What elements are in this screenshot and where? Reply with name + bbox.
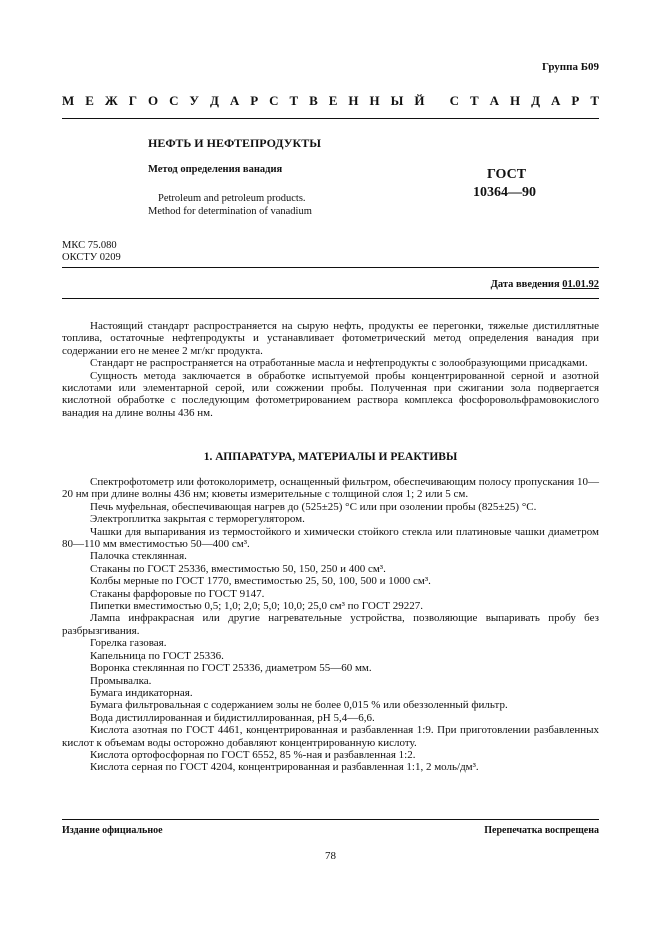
heading-letter: Н [510,93,521,108]
document-title: НЕФТЬ И НЕФТЕПРОДУКТЫ [148,136,321,150]
list-item: Палочка стеклянная. [90,550,187,563]
heading-letter: Т [470,93,479,108]
heading-letter: Т [590,93,599,108]
list-item: Кислота азотная по ГОСТ 4461, концентрированная и разбавленная 1:9. При приготовлении разбавленных кислот к объемам воды осторожно добавляют концентрированную кислоту. [62,724,599,749]
heading-letter: Д [531,93,541,108]
english-title-line-2: Method for determination of vanadium [148,206,312,217]
okstu-code: ОКСТУ 0209 [62,252,121,263]
list-item: Воронка стеклянная по ГОСТ 25336, диаметром 55—60 мм. [90,662,372,675]
list-item: Кислота ортофосфорная по ГОСТ 6552, 85 %-ная и разбавленная 1:2. [90,748,416,761]
heading-letter: С [169,93,179,108]
reprint-note: Перепечатка воспрещена [484,825,599,836]
mks-code: МКС 75.080 [62,240,117,251]
heading-letter: О [147,93,159,108]
list-item: Лампа инфракрасная или другие нагревательные устройства, позволяющие выпаривать пробу без разбрызгивания. [62,612,599,637]
list-item: Капельница по ГОСТ 25336. [90,649,224,662]
heading-letter: М [62,93,75,108]
list-item: Чашки для выпаривания из термостойкого и химически стойкого стекла или платиновые чашки диаметром 80—110 мм вместимостью 50—400 см³. [62,525,599,551]
list-item: Кислота серная по ГОСТ 4204, концентрированная и разбавленная 1:1, 2 моль/дм³. [90,761,479,774]
edition-note: Издание официальное [62,825,163,836]
heading-letter: Й [414,93,425,108]
heading-letter: Н [369,93,380,108]
section-heading: 1. АППАРАТУРА, МАТЕРИАЛЫ И РЕАКТИВЫ [203,451,458,463]
heading-letter: Г [128,93,137,108]
heading-letter: С [269,93,279,108]
heading-letter: А [551,93,561,108]
gost-label: ГОСТ [487,167,527,182]
list-item: Стаканы фарфоровые по ГОСТ 9147. [90,587,265,600]
list-item: Электроплитка закрытая с терморегулятором. [90,513,305,526]
heading-letter: В [309,93,318,108]
date-divider [62,298,599,299]
introduction-date-value: 01.01.92 [562,279,599,290]
heading-letter: У [189,93,199,108]
english-title-line-1: Petroleum and petroleum products. [158,193,306,204]
heading-letter: Ж [104,93,118,108]
intro-paragraph: Стандарт не распространяется на отработанные масла и нефтепродукты с золообразующими присадками. [90,357,588,370]
list-item: Бумага фильтровальная с содержанием золы не более 0,015 % или обеззоленный фильтр. [90,699,508,712]
heading-letter: Т [289,93,299,108]
list-item: Спектрофотометр или фотоколориметр, оснащенный фильтром, обеспечивающим полосу пропускания 10—20 нм при длине волны 436 нм; кюветы измерительные с толщиной слоя 1; 2 или 5 см. [62,476,599,501]
group-code: Группа Б09 [542,61,599,73]
heading-letter [435,93,438,109]
page-number: 78 [325,850,336,862]
intro-paragraph: Сущность метода заключается в обработке испытуемой пробы концентрированной серной и азотной кислотами или элементарной серой, или сожжении пробы. Полученная при сжигании зола подвергается кислотной обработке с последующим фотометрированием раствора комплекса фосфоровольфрамовокислого ванадия на длине волны 436 нм. [62,369,599,419]
list-item: Колбы мерные по ГОСТ 1770, вместимостью 25, 50, 100, 500 и 1000 см³. [90,575,431,588]
list-item: Пипетки вместимостью 0,5; 1,0; 2,0; 5,0; 10,0; 25,0 см³ по ГОСТ 29227. [90,600,424,613]
introduction-date-label: Дата введения [490,279,560,290]
document-subtitle: Метод определения ванадия [148,164,283,175]
heading-letter: Р [571,93,580,108]
list-item: Горелка газовая. [90,637,167,650]
heading-letter: Р [250,93,259,108]
list-item: Промывалка. [90,674,152,687]
header-divider [62,118,599,119]
introduction-date [491,279,599,290]
list-item: Печь муфельная, обеспечивающая нагрев до (525±25) °С или при озолении пробы (825±25) °С. [90,500,537,513]
list-item: Бумага индикаторная. [90,686,193,699]
intro-text [62,320,599,419]
list-item: Вода дистиллированная и бидистиллированная, pH 5,4—6,6. [90,711,375,724]
standard-type-heading [62,93,599,109]
heading-letter: А [229,93,240,108]
classification-divider [62,267,599,268]
heading-letter: Д [209,93,219,108]
heading-letter: А [489,93,500,108]
equipment-list [62,476,599,774]
heading-letter: С [449,93,460,108]
heading-letter: Ы [390,93,404,108]
intro-paragraph: Настоящий стандарт распространяется на сырую нефть, продукты ее перегонки, тяжелые дистиллятные топлива, остаточные нефтепродукты и устанавливает фотометрический метод определения ванадия при содержании его не менее 2 мг/кг продукта. [62,320,599,357]
heading-letter: Е [328,93,338,108]
footer-divider [62,819,599,820]
heading-letter: Е [85,93,94,108]
gost-number: 10364—90 [473,185,536,200]
classification-codes [62,240,121,264]
heading-letter: Н [348,93,359,108]
list-item: Стаканы по ГОСТ 25336, вместимостью 50, 150, 250 и 400 см³. [90,562,386,575]
